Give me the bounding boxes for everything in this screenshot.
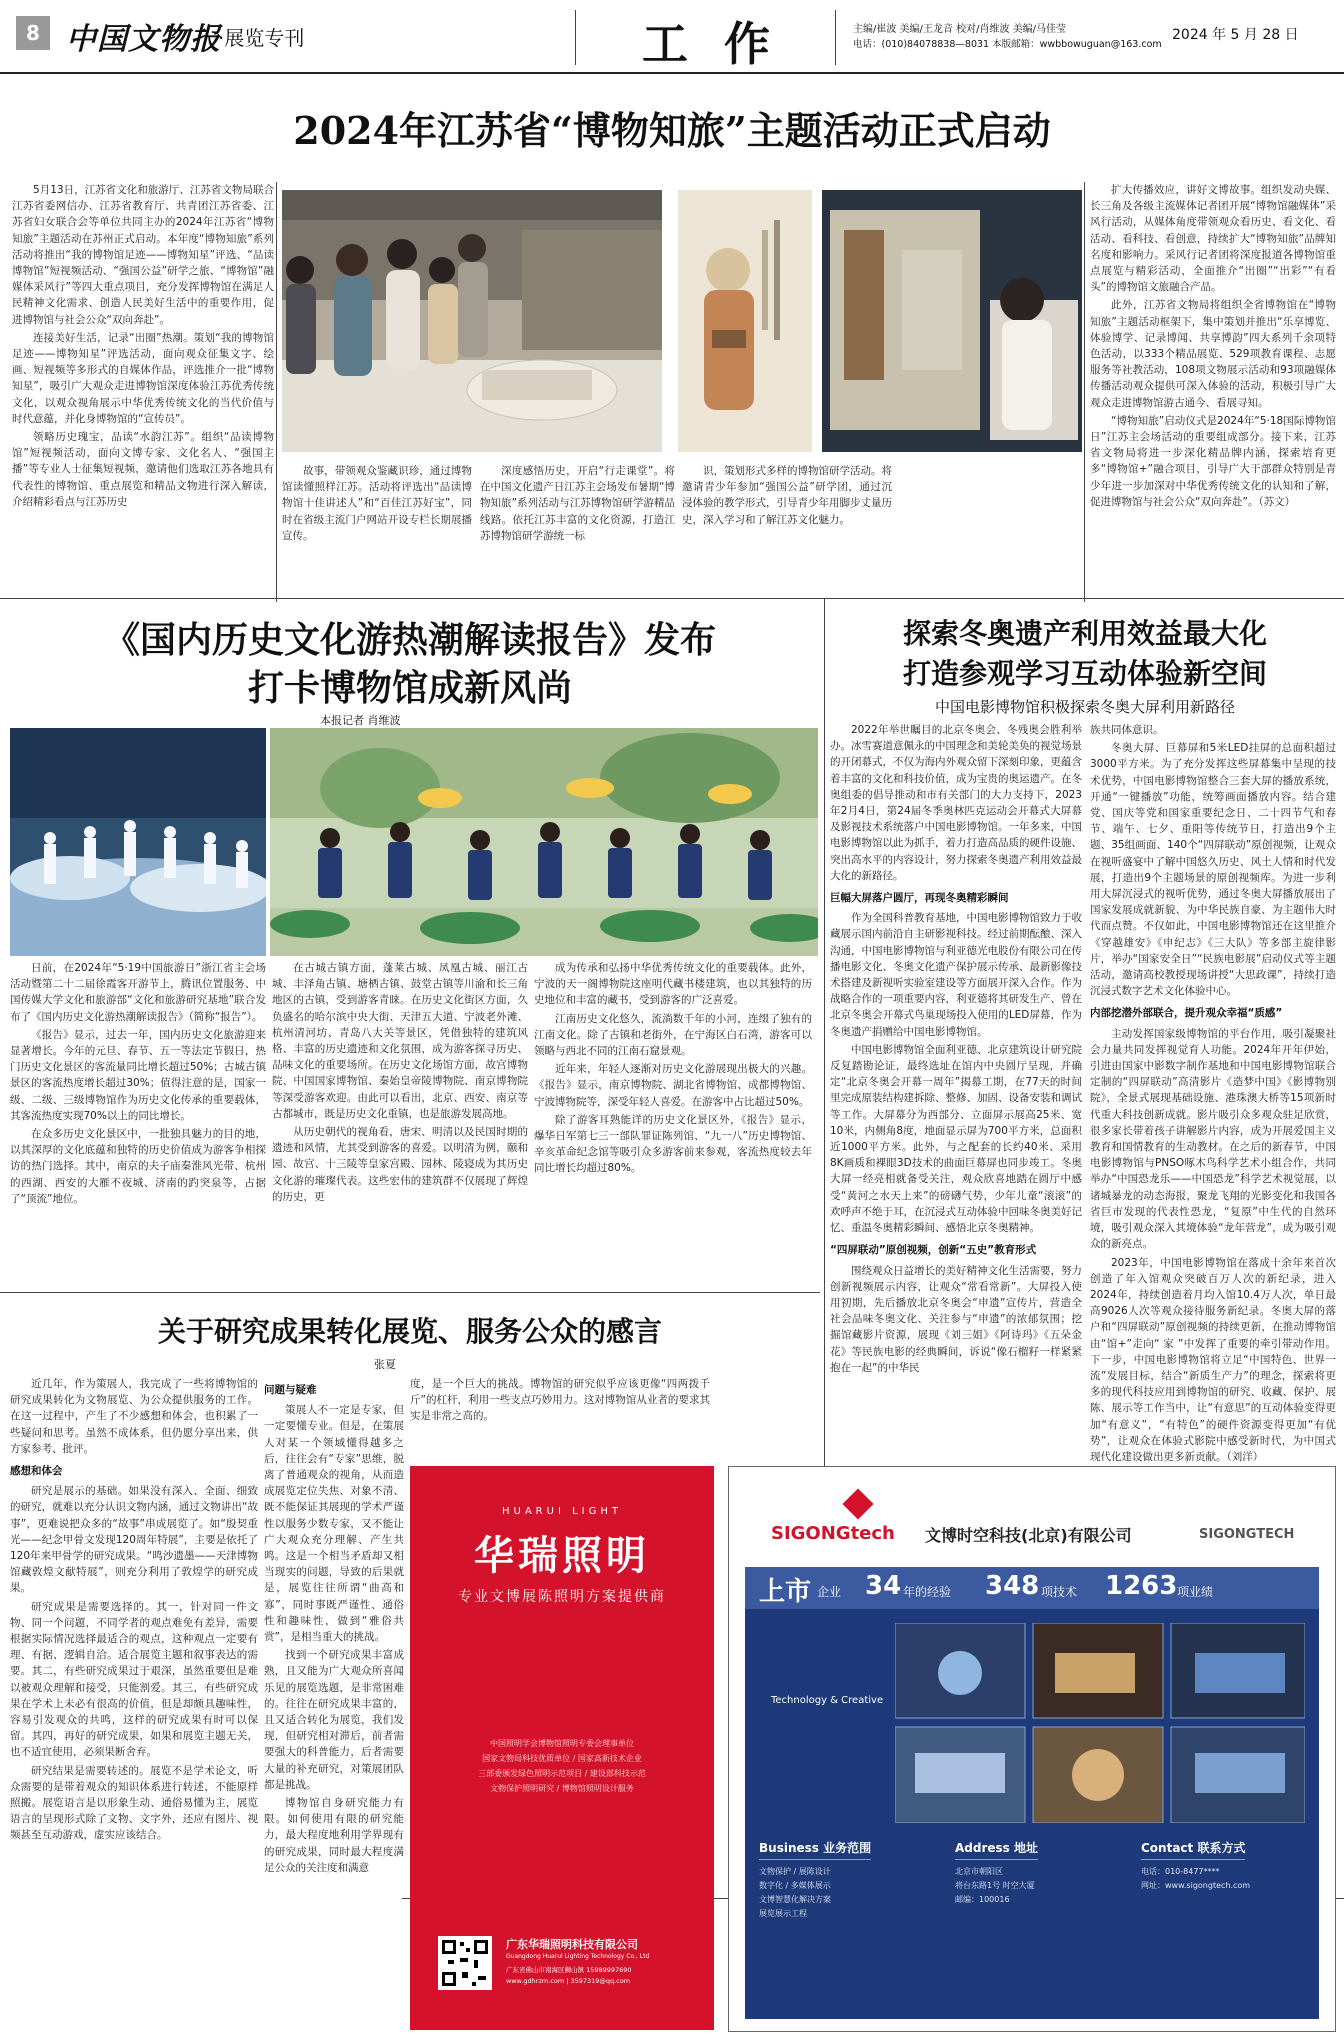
article2-col1 (10, 960, 266, 1280)
issue-date: 2024 年 5 月 28 日 (1172, 27, 1299, 43)
paragraph: 2023年，中国电影博物馆在落成十余年来首次创造了年入馆观众突破百万人次的新纪录，进入2024年，持续创造着月均入馆10.4万人次，单日最高9026人次等观众接待服务新纪录。冬奥大屏的落户和“四屏联动”原创视频的持续更新，在推动博物馆由“馆+”走向“ 家 ”中发挥了重要的牵引带动作用。下一步，中国电影博物馆将立足“中国特色、世界一流”发展目标，结合“新质生产力”的理念，探索将更多的现代科技应用到博物馆的研究、收藏、保护、展陈、展示等工作当中，让“有意思”的互动体验变得更加“有意义”，“有特色”的硬件资源变得更加“有优势”，让观众在体验式影院中感受新时代，为中国式现代化建设做出更多新贡献。（刘洋） (1090, 1256, 1336, 1463)
paragraph: 研究成果是需要选择的。其一，针对同一件文物、同一个问题，不同学者的观点难免有差异，需要根据实际情况选择最适合的观点，这种观点一定要有理、有据、逻辑自洽。适合展览主题和叙事表达的需要。其二，有些研究成果过于艰深，虽然重要但是难以被观众理解和接受，只能割爱。其三，有些研究成果在学术上未必有很高的价值，但是却颇具趣味性，容易引发观众的共鸣，这样的研究成果有时可以保留。其四，再好的研究成果，如果和展览主题无关，也不适宜使用，必须果断舍弃。 (10, 1600, 258, 1759)
stat-years: 34 (865, 1571, 902, 1601)
ad-sigong-contact-list (1141, 1865, 1311, 1893)
list-item: 北京市朝阳区 (955, 1867, 1003, 1876)
ad-huarui-line: 国家文物局科技优质单位 / 国家高新技术企业 (482, 1754, 642, 1763)
qr-code-icon (438, 1936, 492, 1990)
ad-sigong-contact-label: Contact 联系方式 (1141, 1839, 1245, 1860)
article2-title-line1: 《国内历史文化游热潮解读报告》发布 (103, 619, 716, 661)
stat-tech: 348 (985, 1571, 1040, 1601)
list-item: 电话：010-8477**** (1141, 1867, 1220, 1876)
ad-sigong-panel (745, 1567, 1319, 2019)
sigong-logo-icon (842, 1488, 873, 1519)
ad-huarui[interactable] (410, 1466, 714, 2030)
subheading: 问题与疑难 (264, 1384, 317, 1396)
subheading: 巨幅大屏落户圆厅，再现冬奥精彩瞬间 (830, 892, 1009, 905)
article3-title-line2: 打造参观学习互动体验新空间 (902, 657, 1267, 690)
paragraph: 日前，在2024年“5·19中国旅游日”浙江省主会场活动暨第二十二届徐霞客开游节上，腾讯位置服务、中国传媒大学文化和旅游部“文化和旅游研究基地”联合发布了《国内历史文化游热潮解读报告》（简称“报告”）。 (10, 962, 266, 1023)
article1-col1 (12, 182, 274, 590)
article4-title: 关于研究成果转化展览、服务公众的感言 (157, 1315, 662, 1348)
paragraph: 5月13日，江苏省文化和旅游厅、江苏省文物局联合江苏省委网信办、江苏省教育厅、共青团江苏省委、江苏省妇女联合会等单位共同主办的2024年江苏省“博物知旅”主题活动在苏州正式启动。本年度“博物知旅”系列活动将推出“我的博物馆足迹——博物知星”评选、“品读博物馆”短视频活动、“强国公益”研学之旅、“博物馆”融媒体采风行”等四大重点项目，充分发挥博物馆在满足人民精神文化需求、创造人民美好生活中的重要作用，促进博物馆与社会公众“双向奔赴”。 (12, 184, 274, 326)
paragraph: 近年来，年轻人逐渐对历史文化游展现出极大的兴趣。《报告》显示，南京博物院、湖北省博物馆、成都博物馆、宁波博物院等，深受年轻人喜爱。在游客中占比超过50%。 (534, 1063, 812, 1108)
article2-col2 (272, 960, 528, 1280)
stat-projects-sub: 项业绩 (1177, 1585, 1214, 1599)
paragraph: 近几年，作为策展人，我完成了一些将博物馆的研究成果转化为文物展览、为公众提供服务的工作。在这一过程中，产生了不少感想和体会，也积累了一些疑问和思考。虽然不成体系，但仍愿分享出来，供方家参考、批评。 (10, 1378, 258, 1455)
article1-col5 (1090, 182, 1336, 590)
paragraph: 度，是一个巨大的挑战。博物馆的研究似乎应该更像“四两拨千斤”的杠杆，利用一些支点巧妙用力。这对博物馆从业者的要求其实是非常之高的。 (410, 1378, 710, 1423)
paragraph: 识，策划形式多样的博物馆研学活动。将邀请青少年参加“强国公益”研学团，通过沉浸体验的教学形式，引导青少年用脚步丈量历史，深入学习和了解江苏文化魅力。 (682, 465, 892, 526)
article3-title-line1: 探索冬奥遗产利用效益最大化 (902, 617, 1267, 650)
ad-huarui-company-en: Guangdong Huarui Lighting Technology Co., Ltd (506, 1953, 650, 1960)
subheading: “四屏联动”原创视频，创新“五史”教育形式 (830, 1244, 1037, 1257)
ad-huarui-web[interactable]: www.gdhrzm.com | 3597319@qq.com (506, 1977, 631, 1985)
list-item: 文博智慧化解决方案 (759, 1895, 831, 1904)
ad-sigong-business-list (759, 1865, 939, 1921)
paragraph: 主动发挥国家级博物馆的平台作用，吸引凝聚社会力量共同发挥视觉育人功能。2024年开年伊始，引进由国家中影数字制作基地和中国电影博物馆联合定制的“四屏联动”高清影片《造梦中国》《影博物别院》，全景式展现基础设施、港珠澳大桥等15项新时代重大科技创新成就。影片吸引众多观众驻足欣赏，很多家长带着孩子讲解影片内容，成为开展爱国主义教育和国情教育的生动教材。在之后的新春节，中国电影博物馆与PNSO啄木鸟科学艺术小组合作，共同举办“中国恐龙乐——中国恐龙”科学艺术视觉展，以诸城暴龙的动态海报，聚龙飞翔的光影变化和我国各省巨市发现的代表性恐龙，“复原”中生代的自然环境，吸引观众深入其境体验“龙年营龙”，成为吸引观众的新亮点。 (1090, 1027, 1336, 1251)
article1-photo-display (822, 190, 1082, 452)
ad-huarui-slogan: 专业文博展陈照明方案提供商 (458, 1589, 666, 1605)
paragraph: 作为全国科普教育基地，中国电影博物馆致力于收藏展示国内前沿自主研影视科技。经过前期酝酿、深入沟通，中国电影博物馆与利亚德光电股份有限公司在传播电影文化、冬奥文化遗产保护展示传承、最新影像技术搭建及新视听实验室建设等方面展开深入合作。作为战略合作的一项重要内容，利亚德将其研发生产、曾在北京冬奥会开幕式鸟巢现场投入使用的LED屏幕，作为冬奥遗产捐赠给中国电影博物馆。 (830, 912, 1082, 1038)
paragraph: 故事，带领观众鉴藏识珍，通过博物馆读懂照样江苏。活动将评选出“品读博物馆十佳讲述人”和“百佳江苏好宝”，同时在省级主流门户网站开设专栏长期展播宣传。 (282, 465, 472, 542)
exhibition-photos-illustration (895, 1623, 1305, 1823)
figure-photo-illustration (678, 190, 812, 452)
stat-listed-sub: 企业 (817, 1585, 842, 1599)
article2-title-line2: 打卡博物馆成新风尚 (247, 667, 572, 709)
paragraph: 《报告》显示，过去一年，国内历史文化旅游迎来显著增长。今年的元旦、春节、五一等法定节假日，热门历史文化景区的客流量同比增长超过50%；古城古镇景区的客流热度增长超过30%；值得注意的是，国家一级、二级、三级博物馆作为历史文化传承的重要载体，其客流热度实现70%以上的同比增长。 (10, 1028, 266, 1122)
ad-sigong-logo-right: SIGONGTECH (1199, 1527, 1295, 1542)
ad-sigong-business-label: Business 业务范围 (759, 1839, 871, 1860)
list-item: 数字化 / 多媒体展示 (759, 1881, 831, 1890)
credits-line-2: 电话：(010)84078838—8031 本版邮箱：wwbbowuguan@163.com (853, 39, 1162, 50)
ad-sigong-address-list (955, 1865, 1125, 1907)
paragraph: 从历史朝代的视角看，唐宋、明清以及民国时期的遗迹和风情，尤其受到游客的喜爱。以明清为例，颐和园、故宫、十三陵等皇家宫殿、园林、陵寝成为其历史文化游的璀璨代表。这些宏伟的建筑群不仅展现了辉煌的历史，更 (272, 1126, 528, 1203)
ad-sigongtech[interactable] (728, 1466, 1336, 2032)
ad-huarui-line: 中国照明学会博物馆照明专委会理事单位 (490, 1739, 634, 1748)
paragraph: 此外，江苏省文物局将组织全省博物馆在“博物知旅”主题活动框架下，集中策划并推出“乐享博览、体验博学、记录博闻、共享博韵”四大系列千余项特色活动，以333个精品展览、529项教育课程、志愿服务等社教活动，108项文物展示活动和93项融媒体传播活动观众提供可深入体验的活动，积极引导广大观众走进博物馆游古通今、看展寻知。 (1090, 299, 1336, 409)
article2-byline: 本报记者 肖维波 (320, 714, 401, 727)
dancers-photo-illustration (10, 728, 266, 956)
paragraph: 在古城古镇方面，蓬莱古城、凤凰古城、丽江古城、丰泽角古镇、塘栖古镇、鼓堂古镇等川渝和长三角地区的古镇，受到游客青睐。在历史文化街区方面，久负盛名的哈尔滨中央大街、天津五大道、宁波老外滩、杭州清河坊、青岛八大关等景区，凭借独特的建筑风格、丰富的历史遗迹和文化氛围，成为游客探寻历史、品味文化的重要场所。在历史文化场馆方面，故宫博物院、中国国家博物馆、秦始皇帝陵博物院、南京博物院等深受游客欢迎。由此可以看出，北京、西安、南京等古都城市，既是历史文化重镇，也是旅游发展高地。 (272, 962, 528, 1120)
article2-photo-children (270, 728, 818, 956)
ad-huarui-company: 广东华瑞照明科技有限公司 (506, 1938, 638, 1951)
ad-sigong-photo-strip (895, 1623, 1305, 1823)
paragraph: 江南历史文化悠久，流淌数千年的小河，连缀了独有的江南文化。除了古镇和老街外，在宁海区白石湾，游客可以领略与西北不同的江南石窟景观。 (534, 1012, 812, 1058)
article2-col3 (534, 960, 812, 1280)
article4-col1 (10, 1376, 258, 2032)
paragraph: 连接美好生活，记录“出圈”热潮。策划“我的博物馆足迹——博物知星”评选活动，面向观众征集文字、绘画、短视频等多形式的自媒体作品，评选推介一批“博物知星”，吸引广大观众走进博物馆深度体验江苏优秀传统文化，以观众视角展示中华优秀传统文化的当代价值与时代意蕴，并化身博物馆的“宣传员”。 (12, 331, 274, 425)
list-item: 展览展示工程 (759, 1909, 807, 1918)
ad-huarui-contact: 广东省佛山市南海区狮山镇 15989997690 (506, 1966, 632, 1974)
paragraph: 找到一个研究成果丰富成熟，且又能为广大观众所喜闻乐见的展览选题，是非常困难的。往往在研究成果丰富的，且又适合转化为展览，我们发现，但研究相对滞后，前者需要强大的科普能力，后者需要大量的补充研究，对策展团队都是挑战。 (264, 1649, 404, 1791)
article1-title: 2024年江苏省“博物知旅”主题活动正式启动 (293, 108, 1051, 153)
paragraph: 中国电影博物馆全面利亚德、北京建筑设计研究院反复踏勘论证，最终选址在馆内中央圆厅呈现，并确定“北京冬奥会开幕一周年”揭幕工期，在77天的时间里完成原装结构建拆除、整修、加固、设备安装和调试等工作。大屏幕分为西部分、立面屏示展高25米、宽10米，内侧角8度，地面显示屏为700平方米，总面积近1000平方米。此外，与之配套的长约40米、采用8K画质和裸眼3D技术的曲面巨幕屏也同步竣工。冬奥大屏一经亮相就备受关注，观众欣喜地踏在圆厅中感受“黄河之水天上来”的磅礴气势，少年儿童“滚滚”的欢呼声不绝于耳，在沉浸式互动体验中回味冬奥美好记忆、重温冬奥精彩瞬间、感悟北京冬奥精神。 (830, 1043, 1082, 1235)
ad-huarui-brand: 华瑞照明 (474, 1532, 650, 1579)
page-number: 8 (16, 16, 50, 50)
paragraph: 研究是展示的基础。如果没有深入、全面、细致的研究，就难以充分认识文物内涵，通过文物讲出“故事”，更难说把众多的“故事”串成展览了。如“殷契重光——纪念甲骨文发现120周年特展”，主要是依托了120年来甲骨学的研究成果。“鸣沙遗墨——天津博物馆藏敦煌文献特展”，则充分利用了敦煌学的研究成果。 (10, 1485, 258, 1595)
ad-huarui-line: 文物保护照明研究 / 博物馆照明设计服务 (490, 1784, 634, 1793)
display-photo-illustration (822, 190, 1082, 452)
list-item: 文物保护 / 展陈设计 (759, 1867, 831, 1876)
article3-subtitle: 中国电影博物馆积极探索冬奥大屏利用新路径 (934, 698, 1235, 716)
masthead (0, 0, 1344, 74)
subheading: 感想和体会 (10, 1465, 63, 1478)
stat-projects: 1263 (1105, 1571, 1178, 1601)
paragraph: 领略历史瑰宝，品读“水韵江苏”。组织“品读博物馆”短视频活动，面向文博专家、文化名人、“强国主播”等专业人士征集短视频，邀请他们选取江苏各地具有代表性的博物馆、重点展览和精品文物进行深入解读，介绍精彩看点与江苏历史 (12, 431, 274, 508)
paragraph: 扩大传播效应，讲好文博故事。组织发动央媒、长三角及各级主流媒体记者团开展“博物馆融媒体”采风行活动，从媒体角度带领观众看历史、看文化、看活动、看科技、看创意，持续扩大“博物知旅”品牌知名度和影响力。采风行记者团将深度报道各博物馆重点展览与精彩活动，全面推介“出圈”“出彩”“有看头”的博物馆文旅融合产品。 (1090, 184, 1336, 294)
paragraph: 策展人不一定是专家，但一定要懂专业。但是，在策展人对某一个领域懂得越多之后，往往会有“专家”思维，脱离了普通观众的视角，从而造成展览定位失焦、对象不清、既不能保证其展现的学术严谨性以服务少数专家，又不能让广大观众充分理解、产生共鸣。这是一个相当矛盾却又相当现实的问题，导致的后果就是，展览往往所谓“曲高和寡”，同时事既严谨性、通俗性和趣味性，做到“雅俗共赏”，是相当重大的挑战。 (264, 1404, 404, 1644)
stat-years-sub: 年的经验 (903, 1585, 952, 1599)
ad-sigong-company: 文博时空科技(北京)有限公司 (925, 1526, 1132, 1545)
list-item: 邮编：100016 (955, 1895, 1010, 1904)
article1-photo-figure (678, 190, 812, 452)
paragraph: 成为传承和弘扬中华优秀传统文化的重要载体。此外，宁波的天一阁博物院这座明代藏书楼建筑，也以其独特的历史地位和丰富的藏书，受到游客的广泛喜爱。 (534, 962, 812, 1007)
article4-col2 (264, 1376, 404, 2032)
article2-photo-dancers (10, 728, 266, 956)
paper-name: 中国文物报 (66, 22, 221, 57)
paragraph: 在众多历史文化景区中，一批独具魅力的目的地，以其深厚的文化底蕴和独特的历史价值成为游客争相探访的热门选择。其中，南京的夫子庙秦淮风光带、杭州的西湖、西安的大雁不夜城、济南的趵突泉等，占据了“顶流”地位。 (10, 1128, 266, 1205)
paragraph: 博物馆自身研究能力有限。如何使用有限的研究能力，最大程度地利用学界现有的研究成果，同时最大程度满足公众的关注度和满意 (264, 1797, 404, 1874)
paragraph: “博物知旅”启动仪式是2024年“5·18国际博物馆日”江苏主会场活动的重要组成部分。接下来，江苏省文物局将进一步深化精品牌内涵，探索培育更多“博物馆+”融合项目，引导广大干部群众特别是青少年进一步加深对中华优秀传统文化的认知和了解，促进博物馆与社会公众“双向奔赴”。（苏文） (1090, 414, 1336, 508)
credits-line-1: 主编/崔波 美编/王龙音 校对/肖维波 美编/马佳莹 (853, 24, 1067, 35)
article1-col2 (282, 463, 472, 591)
list-item[interactable]: 网址：www.sigongtech.com (1141, 1881, 1251, 1890)
article1-col3 (480, 463, 675, 591)
article1-photo-visitors (282, 190, 662, 452)
paragraph: 冬奥大屏、巨幕屏和5米LED挂屏的总面积超过3000平方米。为了充分发挥这些屏幕集中呈现的技术优势，中国电影博物馆整合三套大屏的播放系统，开通“一键播放”功能，统筹画面播放内容。结合建党、国庆等党和国家重要纪念日、二十四节气和春节、端午、七夕、重阳等传统节日，打造出9个主题、35组画面、140个“四屏联动”原创视频，让观众在视听盛宴中了解中国悠久历史、风土人情和时代发展，打造出9个主题场景的原创视频库。为进一步利用大屏沉浸式的视听优势，通过冬奥大屏播放展出了国家发展成就新貌、为中华民族自豪、为主题伟大时代而点赞。不仅如此，中国电影博物馆还在这里推介《穿越雄安》《申纪志》《三大队》等多部主旋律影片，举办“国家安全日”“民族电影展”启动仪式等主题活动，邀请高校教授现场讲授“大思政课”，持续打造沉浸式数字艺术文化体验中心。 (1090, 742, 1336, 998)
paragraph: 除了游客耳熟能详的历史文化景区外，《报告》显示，爆华日军第七三一部队罪证陈列馆、“九一八”历史博物馆、辛亥革命纪念馆等吸引众多游客前来参观，客流热度较去年同比增长均超过80%。 (534, 1113, 812, 1175)
subheading: 内部挖潜外部联合，提升观众幸福“质感” (1090, 1007, 1283, 1020)
ad-huarui-line: 三部委颁发绿色照明示范项目 / 建设部科技示范 (478, 1769, 646, 1778)
ad-huarui-brand-small: HUARUI LIGHT (502, 1506, 622, 1517)
ad-sigong-address-label: Address 地址 (955, 1839, 1038, 1860)
article1-col4 (682, 463, 892, 591)
section-tag: ·展览专刊 (218, 26, 305, 50)
paragraph: 2022年举世瞩目的北京冬奥会、冬残奥会胜利举办。冰雪赛道意佩永的中国理念和美轮美奂的视觉场景的开闭幕式，不仅为海内外观众留下深刻印象，更蕴含着丰富的文化和科技价值，成为宝贵的奥运遗产。在冬奥组委的倡导推动和市有关部门的大力支持下，2023年2月4日，第24届冬季奥林匹克运动会开幕式大屏幕及影视技术系统落户中国电影博物馆。一年多来，中国电影博物馆以此为抓手，着力打造高品质的硬件设施、突出高水平的内容设计，努力探索冬奥遗产利用效益最大化的新路径。 (830, 724, 1082, 882)
ad-huarui-lines (430, 1736, 694, 1796)
paragraph: 围绕观众日益增长的美好精神文化生活需要，努力创新视频展示内容，让观众“常看常新”。大屏投入使用初期，先后播放北京冬奥会“申遗”宣传片，营造全社会品味冬奥文化、关注参与“申遗”的浓郁氛围；挖掘馆藏影片资源，展现《刘三姐》《阿诗玛》《五朵金花》等民族电影的经典瞬间，诉说“像石榴籽一样紧紧抱在一起”的中华民 (830, 1264, 1082, 1374)
visitors-photo-illustration (282, 190, 662, 452)
paragraph: 族共同体意识。 (1090, 724, 1164, 736)
children-photo-illustration (270, 728, 818, 956)
stat-listed: 上市 (759, 1577, 812, 1607)
column-name: 工 作 (642, 17, 781, 71)
paragraph: 研究结果是需要转述的。展览不是学术论文，听众需要的是带着观众的知识体系进行转述，不能原样照搬。展览语言是以形象生动、通俗易懂为主，展览语言的呈现形式除了文物、文字外，还应有图片、视频甚至互动游戏，虚实应该结合。 (10, 1764, 258, 1842)
article4-col3 (410, 1376, 710, 1456)
ad-sigong-tagline: Technology & Creative (771, 1695, 884, 1706)
ad-sigong-logo-left: SIGONGtech (771, 1523, 895, 1544)
stat-tech-sub: 项技术 (1041, 1585, 1078, 1599)
article4-byline: 张夏 (374, 1358, 396, 1371)
paragraph: 深度感悟历史，开启“行走课堂”。将在中国文化遗产日江苏主会场发布暑期“博物知旅”系列活动与江苏博物馆研学游精品线路。依托江苏丰富的文化资源，打造江苏博物馆研学游统一标 (480, 465, 675, 542)
list-item: 将台东路1号 时空大厦 (955, 1881, 1035, 1890)
